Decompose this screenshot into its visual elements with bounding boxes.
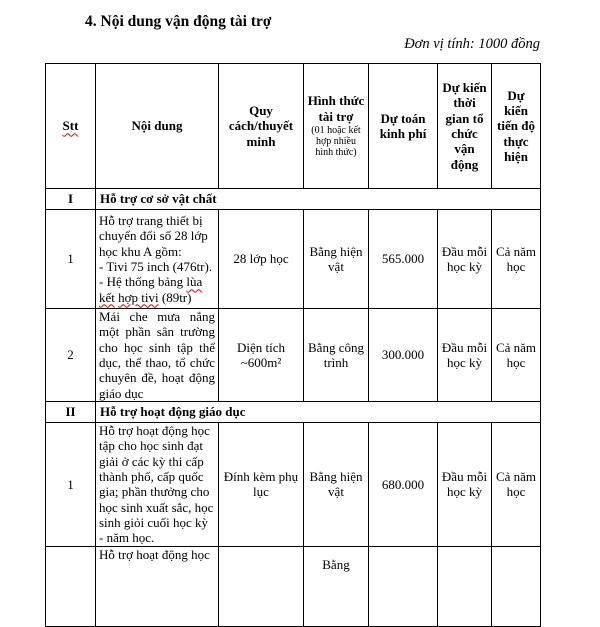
row2-content: Mái che mưa nắng một phần sân trường cho học sinh tập thể dục, thể thao, tổ chức chuyên đề, hoạt động giáo dục	[96, 309, 219, 402]
header-stt	[46, 64, 96, 189]
header-noi-dung: Nội dung	[96, 64, 219, 189]
table-header-row	[46, 64, 541, 189]
row1-content-p1: Hỗ trợ trang thiết bị chuyển đổi số 28 lớp học khu A gồm:	[99, 213, 208, 259]
unit-note: Đơn vị tính: 1000 đồng	[404, 36, 540, 52]
header-hinh-thuc-main: Hình thức tài trợ	[307, 93, 365, 124]
row2-quy-cach: Diện tích ~600m²	[219, 309, 304, 402]
table-row	[46, 422, 541, 546]
header-hinh-thuc-sub: (01 hoặc kết hợp nhiều hình thức)	[311, 125, 361, 159]
sponsorship-table	[45, 63, 541, 627]
row1-content-p3a: - Hệ thống bảng	[99, 274, 187, 290]
row1-stt: 1	[46, 210, 96, 309]
row2-tien-do: Cả năm học	[492, 309, 541, 402]
row3-thoi-gian: Đầu mỗi học kỳ	[438, 422, 492, 546]
row4-stt	[46, 546, 96, 626]
section2-num: II	[46, 401, 96, 422]
row3-content: Hỗ trợ hoạt động học tập cho học sinh đạt giải ở các kỳ thi cấp thành phố, cấp quốc gia; phần thưởng cho học sinh xuất sắc, học sinh giỏi cuối học kỳ - năm học.	[96, 422, 219, 546]
row1-content-p2: - Tivi 75 inch (476tr).	[99, 259, 213, 274]
row4-quy-cach	[219, 546, 304, 626]
header-thoi-gian: Dự kiến thời gian tổ chức vận động	[438, 64, 492, 189]
table-row	[46, 309, 541, 402]
table-row	[46, 210, 541, 309]
row2-thoi-gian: Đầu mỗi học kỳ	[438, 309, 492, 402]
section-row-1	[46, 189, 541, 210]
section-row-2	[46, 401, 541, 422]
row3-hinh-thuc: Bằng hiện vật	[304, 422, 369, 546]
row4-content: Hỗ trợ hoạt động học	[96, 546, 219, 626]
row1-content-p3c-misspelled: hợp tivi	[118, 289, 159, 305]
section1-label: Hỗ trợ cơ sở vật chất	[96, 189, 541, 210]
row2-stt: 2	[46, 309, 96, 402]
row3-quy-cach: Đính kèm phụ lục	[219, 422, 304, 546]
section1-num: I	[46, 189, 96, 210]
row1-tien-do: Cả năm học	[492, 210, 541, 309]
row4-hinh-thuc: Bằng	[304, 546, 369, 626]
row4-tien-do	[492, 546, 541, 626]
header-quy-cach: Quy cách/thuyết minh	[219, 64, 304, 189]
header-du-toan: Dự toán kinh phí	[369, 64, 438, 189]
row3-tien-do: Cả năm học	[492, 422, 541, 546]
row4-thoi-gian	[438, 546, 492, 626]
row2-du-toan: 300.000	[369, 309, 438, 402]
section2-label: Hỗ trợ hoạt động giáo dục	[96, 401, 541, 422]
row1-quy-cach: 28 lớp học	[219, 210, 304, 309]
row4-du-toan	[369, 546, 438, 626]
row1-content-p3b-misspelled: lùa kết	[99, 274, 203, 305]
header-stt-label: Stt	[62, 118, 79, 134]
row2-hinh-thuc: Bằng công trình	[304, 309, 369, 402]
table-row-partial	[46, 546, 541, 626]
row1-thoi-gian: Đầu mỗi học kỳ	[438, 210, 492, 309]
row3-du-toan: 680.000	[369, 422, 438, 546]
page-title: 4. Nội dung vận động tài trợ	[85, 13, 272, 30]
row1-content	[96, 210, 219, 309]
row1-du-toan: 565.000	[369, 210, 438, 309]
row3-stt: 1	[46, 422, 96, 546]
header-tien-do: Dự kiến tiến độ thực hiện	[492, 64, 541, 189]
header-hinh-thuc	[304, 64, 369, 189]
row1-content-p3d: (89tr)	[158, 289, 192, 305]
row1-hinh-thuc: Bằng hiện vật	[304, 210, 369, 309]
